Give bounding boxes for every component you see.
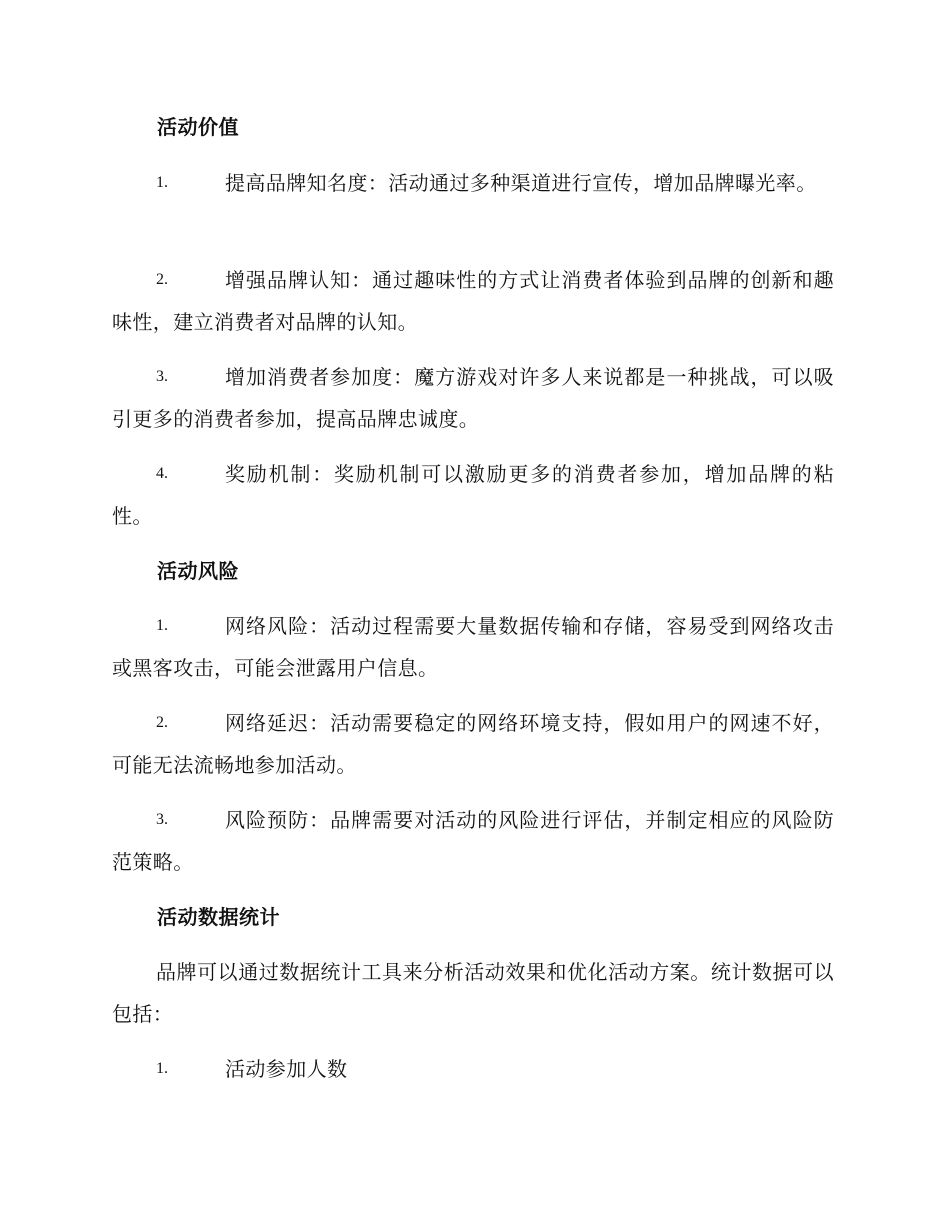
section-heading-value: 活动价值: [157, 115, 239, 139]
section-heading-statistics: 活动数据统计: [157, 905, 280, 929]
list-item-text: 网络风险：活动过程需要大量数据传输和存储，容易受到网络攻击或黑客攻击，可能会泄露用户信息。: [112, 614, 834, 680]
list-item: [112, 162, 834, 204]
list-item: [112, 702, 834, 786]
list-item-text: 提高品牌知名度：活动通过多种渠道进行宣传，增加品牌曝光率。: [225, 171, 817, 195]
list-item: [112, 356, 834, 440]
list-item: [112, 799, 834, 883]
list-item: [112, 605, 834, 689]
list-item-number: 2.: [156, 714, 168, 731]
list-item-text: 增强品牌认知：通过趣味性的方式让消费者体验到品牌的创新和趣味性，建立消费者对品牌的认知。: [112, 268, 834, 334]
list-item: [112, 453, 834, 537]
list-item-number: 3.: [156, 811, 168, 828]
list-item-text: 网络延迟：活动需要稳定的网络环境支持，假如用户的网速不好，可能无法流畅地参加活动。: [112, 711, 834, 777]
list-item-number: 1.: [156, 1060, 168, 1077]
list-item: [112, 259, 834, 343]
list-item-number: 1.: [156, 174, 168, 191]
list-item-number: 4.: [156, 465, 168, 482]
list-item-text: 增加消费者参加度：魔方游戏对许多人来说都是一种挑战，可以吸引更多的消费者参加，提高品牌忠诚度。: [112, 365, 834, 431]
list-item-number: 2.: [156, 271, 168, 288]
list-item-number: 1.: [156, 617, 168, 634]
paragraph-text: 品牌可以通过数据统计工具来分析活动效果和优化活动方案。统计数据可以包括：: [112, 960, 834, 1026]
list-item: [112, 1048, 834, 1090]
section-heading-risk: 活动风险: [157, 559, 239, 583]
list-item-text: 活动参加人数: [225, 1057, 348, 1081]
list-item-number: 3.: [156, 368, 168, 385]
list-item-text: 风险预防：品牌需要对活动的风险进行评估，并制定相应的风险防范策略。: [112, 808, 834, 874]
body-paragraph: [112, 951, 834, 1035]
list-item-text: 奖励机制：奖励机制可以激励更多的消费者参加，增加品牌的粘性。: [112, 462, 834, 528]
